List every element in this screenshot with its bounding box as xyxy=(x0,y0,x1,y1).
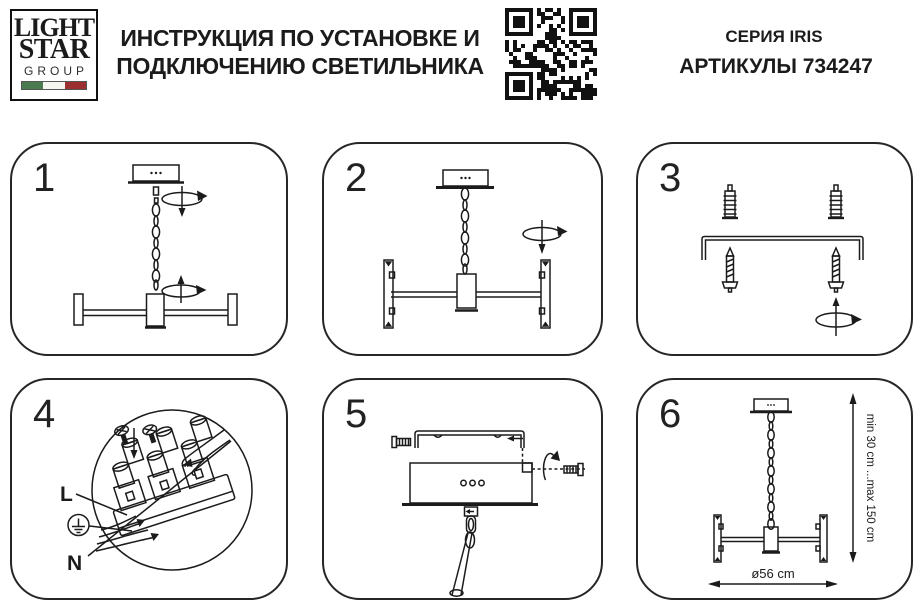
chandelier-frame xyxy=(714,515,827,562)
step-number: 2 xyxy=(345,156,368,200)
supply-wires xyxy=(182,430,230,475)
step-5-diagram xyxy=(324,380,601,598)
step-1-panel xyxy=(10,142,288,356)
rotate-arrow-icon xyxy=(816,297,862,336)
ceiling-canopy xyxy=(750,399,792,412)
live-label: L xyxy=(60,483,73,506)
screw xyxy=(392,437,411,448)
hanger-links xyxy=(154,187,159,203)
rotate-arrow-icon xyxy=(162,275,207,303)
logo-word: LIGHT xyxy=(13,13,95,42)
terminal-block xyxy=(89,399,235,535)
step-number: 4 xyxy=(33,392,56,436)
neutral-label: N xyxy=(67,552,83,575)
screw xyxy=(829,248,844,292)
chain xyxy=(768,412,774,529)
step-5-panel xyxy=(322,378,603,600)
step-number: 5 xyxy=(345,392,368,436)
diameter-dimension xyxy=(708,566,838,588)
earth-ground-icon xyxy=(68,515,89,536)
flag-green xyxy=(22,82,43,89)
screw xyxy=(564,464,583,476)
title-line-2: ПОДКЛЮЧЕНИЮ СВЕТИЛЬНИКА xyxy=(116,53,484,79)
step-number: 3 xyxy=(659,156,682,200)
step-number: 6 xyxy=(659,392,682,436)
height-dimension xyxy=(850,393,877,563)
step-2-panel xyxy=(322,142,603,356)
chain xyxy=(152,204,159,290)
lamp-tube xyxy=(384,260,395,328)
flag-white xyxy=(43,82,64,89)
step-6-diagram xyxy=(638,380,911,598)
qr-code xyxy=(505,8,597,100)
chain xyxy=(461,188,468,274)
ceiling-canopy xyxy=(436,170,494,188)
mounting-bracket xyxy=(415,431,524,448)
step-2-diagram xyxy=(324,144,601,354)
chandelier-frame xyxy=(391,274,541,311)
rotate-arrow-icon xyxy=(523,220,568,254)
article-number: АРТИКУЛЫ 734247 xyxy=(679,55,873,78)
series-label: СЕРИЯ IRIS xyxy=(725,27,823,46)
italian-flag-bar xyxy=(21,81,87,90)
step-number: 1 xyxy=(33,156,56,200)
step-4-panel xyxy=(10,378,288,600)
flag-red xyxy=(65,82,86,89)
diameter-label: ø56 cm xyxy=(751,566,795,581)
screw xyxy=(723,248,738,292)
qr-code-icon xyxy=(505,8,597,100)
step-6-panel xyxy=(636,378,913,600)
title-line-1: ИНСТРУКЦИЯ ПО УСТАНОВКЕ И xyxy=(120,25,480,51)
wall-plug xyxy=(828,185,844,218)
logo-word: STAR xyxy=(18,34,90,65)
rotate-arrow-icon xyxy=(162,186,208,217)
ceiling-canopy-box xyxy=(402,463,538,505)
page-title xyxy=(100,24,500,80)
step-1-diagram xyxy=(12,144,286,354)
wall-plug xyxy=(722,185,738,218)
logo-word: GROUP xyxy=(23,64,88,78)
ceiling-canopy xyxy=(128,165,184,183)
lamp-tube xyxy=(540,260,551,328)
step-3-diagram xyxy=(638,144,911,354)
chain xyxy=(450,507,478,596)
height-range-label: min 30 cm ...max 150 cm xyxy=(864,413,876,543)
step-4-diagram xyxy=(12,380,286,598)
step-3-panel xyxy=(636,142,913,356)
lightstar-logo xyxy=(10,9,98,101)
chandelier-frame xyxy=(74,294,237,328)
rotate-arrow-icon xyxy=(544,451,560,481)
